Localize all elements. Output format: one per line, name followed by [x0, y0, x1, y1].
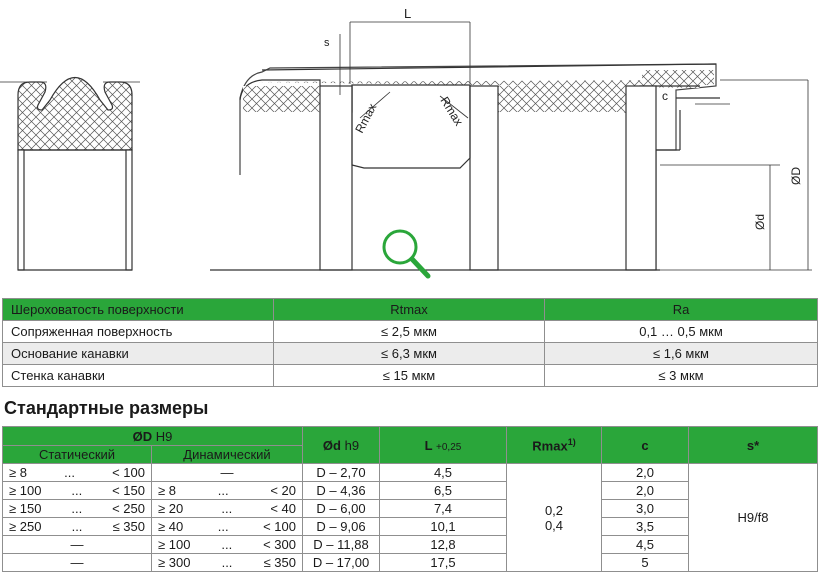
roughness-row — [3, 365, 818, 387]
range-sep: ... — [221, 555, 233, 570]
dim-c-label: c — [662, 89, 668, 103]
range-to: < 20 — [270, 483, 296, 498]
roughness-rtmax-cell: ≤ 15 мкм — [274, 365, 545, 387]
roughness-rtmax-cell: ≤ 2,5 мкм — [274, 321, 545, 343]
roughness-header-rtmax: Rtmax — [274, 299, 545, 321]
dynamic-range-cell — [152, 536, 303, 554]
s-cell: H9/f8 — [689, 464, 818, 572]
table-row — [3, 464, 818, 482]
static-range-cell — [3, 536, 152, 554]
roughness-header-surface: Шероховатость поверхности — [3, 299, 274, 321]
roughness-surface-cell: Стенка канавки — [3, 365, 274, 387]
roughness-ra-cell: ≤ 3 мкм — [545, 365, 818, 387]
id-cell: D – 11,88 — [303, 536, 380, 554]
id-cell: D – 6,00 — [303, 500, 380, 518]
standard-sizes-table — [2, 426, 818, 572]
range-from: ≥ 8 — [158, 483, 176, 498]
range-from: ≥ 8 — [9, 465, 27, 480]
header-rmax-symbol: Rmax — [532, 438, 568, 454]
static-range-cell — [3, 482, 152, 500]
assembly-section — [210, 64, 720, 270]
dynamic-range-cell — [152, 464, 303, 482]
range-sep: ... — [71, 501, 83, 516]
dim-L-label: L — [404, 6, 412, 21]
roughness-header-row — [3, 299, 818, 321]
range-to: < 300 — [263, 537, 296, 552]
range-from: ≥ 300 — [158, 555, 191, 570]
id-cell: D – 2,70 — [303, 464, 380, 482]
range-to: < 100 — [263, 519, 296, 534]
range-sep: ... — [71, 519, 83, 534]
range-from: ≥ 250 — [9, 519, 42, 534]
roughness-ra-cell: ≤ 1,6 мкм — [545, 343, 818, 365]
c-cell: 2,0 — [602, 464, 689, 482]
roughness-surface-cell: Основание канавки — [3, 343, 274, 365]
static-range-cell — [3, 500, 152, 518]
header-c: c — [602, 427, 689, 464]
range-sep: ... — [221, 501, 233, 516]
length-cell: 17,5 — [380, 554, 507, 572]
dynamic-range-cell — [152, 518, 303, 536]
header-rmax — [507, 427, 602, 464]
dynamic-range-cell — [152, 500, 303, 518]
section-title: Стандартные размеры — [4, 398, 209, 418]
static-range-cell — [3, 554, 152, 572]
range-sep: — — [220, 465, 234, 480]
static-range-cell — [3, 518, 152, 536]
length-cell: 10,1 — [380, 518, 507, 536]
header-id-tolerance: h9 — [344, 437, 360, 453]
range-to: < 150 — [112, 483, 145, 498]
range-sep: ... — [221, 537, 233, 552]
range-to: < 250 — [112, 501, 145, 516]
length-cell: 7,4 — [380, 500, 507, 518]
length-cell: 6,5 — [380, 482, 507, 500]
header-static: Статический — [3, 446, 152, 464]
c-cell: 5 — [602, 554, 689, 572]
length-cell: 4,5 — [380, 464, 507, 482]
header-id-symbol: Ød — [322, 437, 341, 453]
rmax-left-label: Rmax — [352, 101, 380, 136]
header-od — [3, 427, 303, 446]
c-cell: 2,0 — [602, 482, 689, 500]
range-sep: ... — [71, 483, 83, 498]
range-from: ≥ 40 — [158, 519, 184, 534]
roughness-ra-cell: 0,1 … 0,5 мкм — [545, 321, 818, 343]
range-to: ≤ 350 — [112, 519, 145, 534]
range-to: < 100 — [112, 465, 145, 480]
rmax-bottom-value: 0,4 — [544, 517, 564, 533]
range-to: < 40 — [270, 501, 296, 516]
c-cell: 4,5 — [602, 536, 689, 554]
roughness-header-ra: Ra — [545, 299, 818, 321]
id-cell: D – 9,06 — [303, 518, 380, 536]
range-sep: — — [70, 537, 84, 552]
magnifier-icon[interactable] — [384, 231, 428, 276]
range-from: ≥ 150 — [9, 501, 42, 516]
c-cell: 3,5 — [602, 518, 689, 536]
header-dynamic: Динамический — [152, 446, 303, 464]
length-cell: 12,8 — [380, 536, 507, 554]
dynamic-range-cell — [152, 482, 303, 500]
header-rmax-footnote: 1) — [567, 436, 576, 447]
range-from: ≥ 100 — [9, 483, 42, 498]
sizes-header-row — [3, 427, 818, 446]
range-sep: ... — [217, 519, 229, 534]
range-sep: ... — [64, 465, 75, 480]
range-sep: ... — [217, 483, 229, 498]
roughness-surface-cell: Сопряженная поверхность — [3, 321, 274, 343]
rmax-right-label: Rmax — [437, 94, 466, 129]
range-from: ≥ 100 — [158, 537, 191, 552]
roughness-table — [2, 298, 818, 387]
header-length-symbol: L — [424, 437, 433, 453]
rmax-cell — [507, 464, 602, 572]
header-id — [303, 427, 380, 464]
c-cell: 3,0 — [602, 500, 689, 518]
id-cell: D – 4,36 — [303, 482, 380, 500]
dim-s-label: s — [324, 37, 330, 49]
range-sep: — — [70, 555, 84, 570]
rmax-top-value: 0,2 — [544, 502, 564, 518]
id-label: Ød — [753, 213, 767, 230]
static-range-cell — [3, 464, 152, 482]
roughness-rtmax-cell: ≤ 6,3 мкм — [274, 343, 545, 365]
od-label: ØD — [789, 167, 803, 185]
header-od-tolerance: H9 — [155, 428, 173, 444]
header-length-tolerance: +0,25 — [436, 441, 462, 453]
roughness-row — [3, 343, 818, 365]
header-od-symbol: ØD — [132, 428, 153, 444]
range-from: ≥ 20 — [158, 501, 184, 516]
header-length — [380, 427, 507, 464]
header-s: s* — [689, 427, 818, 464]
range-to: ≤ 350 — [263, 555, 296, 570]
seal-cross-section — [0, 78, 140, 271]
dynamic-range-cell — [152, 554, 303, 572]
roughness-row — [3, 321, 818, 343]
id-cell: D – 17,00 — [303, 554, 380, 572]
